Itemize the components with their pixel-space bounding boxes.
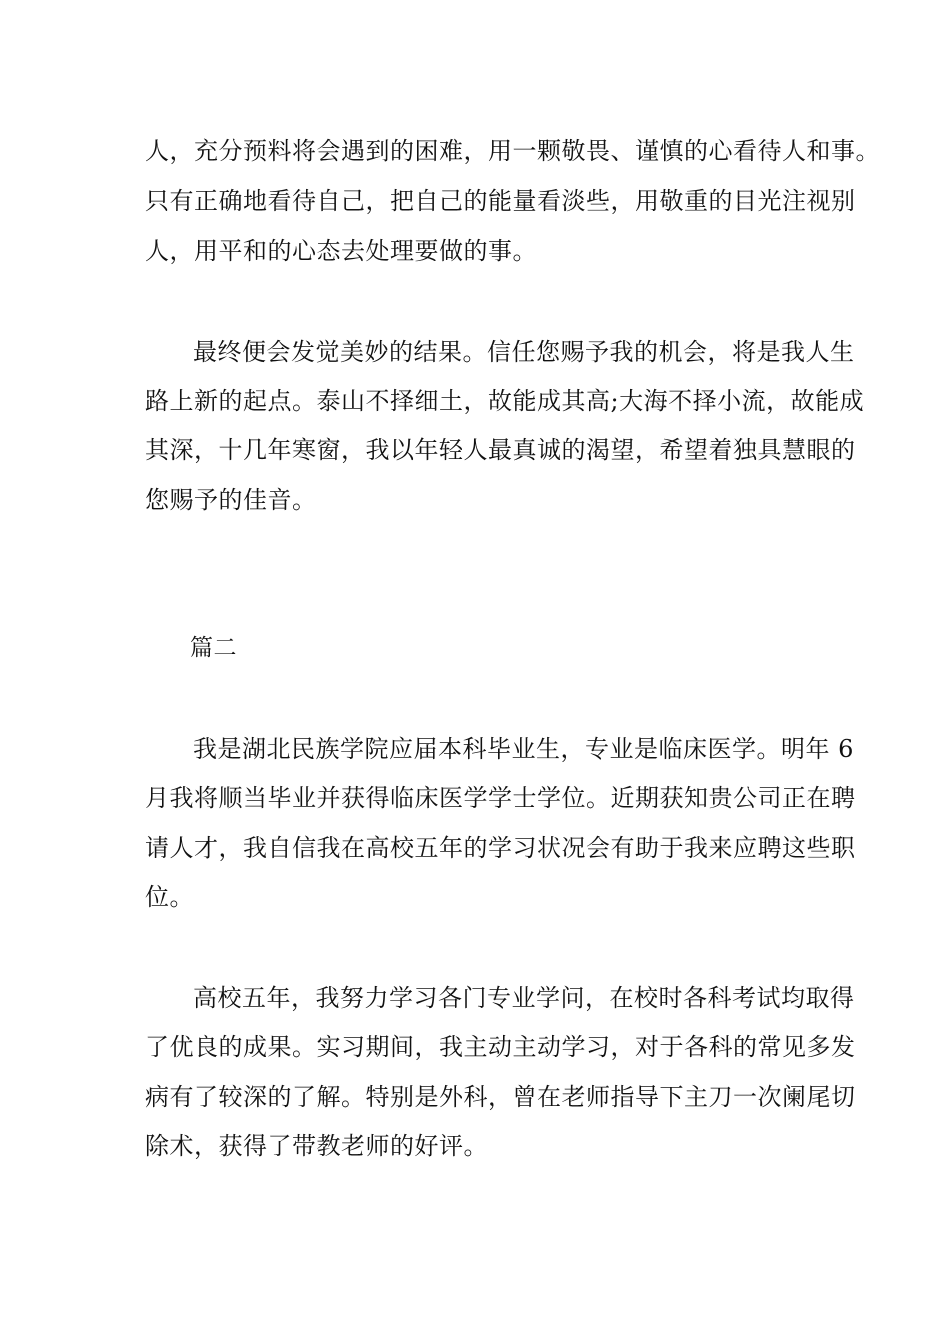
paragraph-4-line-3: 病有了较深的了解。特别是外科，曾在老师指导下主刀一次阑尾切	[145, 1083, 856, 1111]
paragraph-3-line-2: 月我将顺当毕业并获得临床医学学士学位。近期获知贵公司正在聘	[145, 784, 856, 812]
section-heading: 篇二	[190, 635, 237, 661]
paragraph-3-line-3: 请人才，我自信我在高校五年的学习状况会有助于我来应聘这些职	[145, 834, 856, 862]
paragraph-2-line-3: 其深，十几年寒窗，我以年轻人最真诚的渴望，希望着独具慧眼的	[145, 436, 856, 464]
paragraph-4-line-4: 除术，获得了带教老师的好评。	[145, 1132, 488, 1160]
paragraph-1-line-1: 人，充分预料将会遇到的困难，用一颗敬畏、谨慎的心看待人和事。	[145, 137, 880, 165]
paragraph-2-line-2: 路上新的起点。泰山不择细土，故能成其高;大海不择小流，故能成	[145, 387, 865, 415]
paragraph-4-line-1: 高校五年，我努力学习各门专业学问，在校时各科考试均取得	[193, 984, 855, 1012]
paragraph-4-line-2: 了优良的成果。实习期间，我主动主动学习，对于各科的常见多发	[145, 1033, 856, 1061]
paragraph-3-line-4: 位。	[145, 883, 194, 911]
paragraph-2-line-4: 您赐予的佳音。	[145, 486, 317, 514]
paragraph-2-line-1: 最终便会发觉美妙的结果。信任您赐予我的机会，将是我人生	[193, 338, 855, 366]
paragraph-1-line-2: 只有正确地看待自己，把自己的能量看淡些，用敬重的目光注视别	[145, 187, 856, 215]
paragraph-3-line-1: 我是湖北民族学院应届本科毕业生，专业是临床医学。明年 6	[193, 735, 854, 763]
paragraph-1-line-3: 人，用平和的心态去处理要做的事。	[145, 237, 537, 265]
